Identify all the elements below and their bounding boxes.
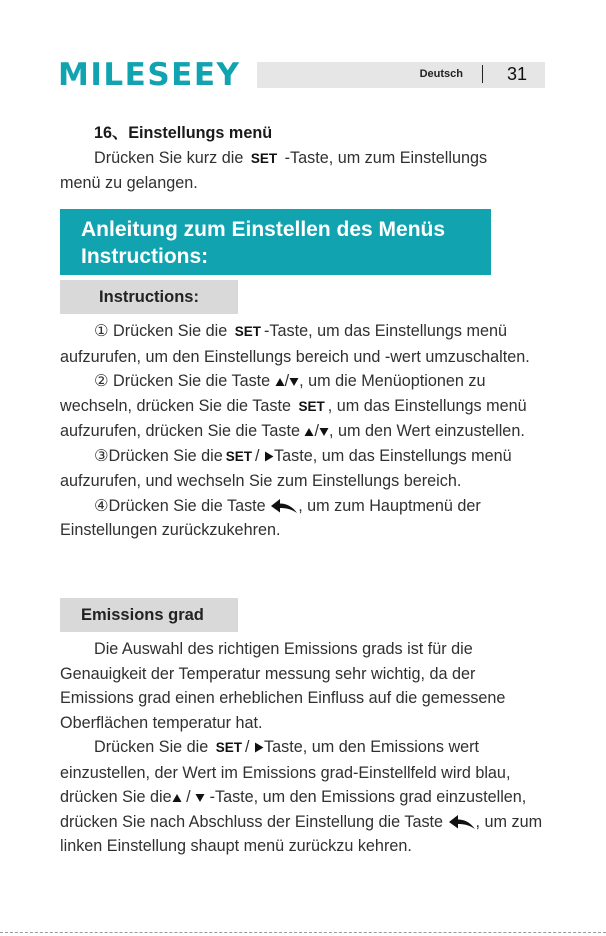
em2-text-d: , um zum linken Einstellung shaupt menü zurückzu kehren. [60, 812, 543, 855]
emissions-paragraph-2: Drücken Sie die SET / Taste, um den Emissions wert einzustellen, der Wert im Emissions grad-Einstellfeld wird blau, drücken Sie die / -Taste, um den Emissions grad einzustellen, drücken Sie nach Abschluss der Einstellung die Taste , um zum linken Einstellung shaupt menü zurückzu kehren. [60, 738, 543, 855]
set-key-label: SET [250, 150, 278, 166]
step1-text-b: -Taste, um das Einstellungs menü aufzurufen, um den Einstellungs bereich und -wert umzuschalten. [60, 322, 530, 366]
intro-text-b: -Taste, um zum Einstellungs [284, 148, 488, 167]
intro-text-a: Drücken Sie kurz die [94, 148, 244, 167]
up-triangle-icon [172, 793, 182, 803]
step2-text-a: ② Drücken Sie die Taste [94, 372, 271, 390]
page-number: 31 [506, 64, 527, 84]
intro-text-c: menü zu gelangen. [60, 174, 198, 192]
down-triangle-icon [195, 793, 205, 803]
emissions-subhead: Emissions grad [60, 598, 238, 632]
banner-line-1: Anleitung zum Einstellen des Menüs [81, 218, 446, 241]
step-4 [60, 494, 558, 543]
set-key-label: SET [234, 324, 262, 339]
emissions-section [60, 637, 548, 859]
right-triangle-icon [264, 451, 274, 462]
step3-text-b: Taste, um das Einstellungs menü aufzurufen, und wechseln Sie zum Einstellungs bereich. [60, 446, 512, 490]
down-triangle-icon [319, 427, 329, 437]
em2-text-a: Drücken Sie die [94, 738, 209, 756]
page-cut-line [0, 932, 606, 933]
emissions-paragraph-1: Die Auswahl des richtigen Emissions grads ist für die Genauigkeit der Temperatur messung sehr wichtig, da der Emissions grad einen erheblichen Einfluss auf die gemessene Oberflächen temperatur hat. [60, 640, 506, 732]
header-divider [482, 65, 483, 83]
instructions-banner [60, 209, 491, 275]
step2-text-d: , um den Wert einzustellen. [328, 422, 525, 440]
step3-text-a: ③Drücken Sie die [94, 446, 223, 465]
instructions-steps [60, 319, 558, 543]
step4-text-b: , um zum Hauptmenü der Einstellungen zurückzukehren. [60, 496, 481, 539]
back-arrow-icon [270, 498, 298, 514]
brand-logo: MILESEEY [58, 57, 241, 93]
step2-text-b: , um die Menüoptionen zu wechseln, drücken Sie die Taste [60, 372, 486, 415]
step4-text-a: ④Drücken Sie die Taste [94, 496, 266, 515]
intro-section [60, 121, 560, 196]
step-1 [60, 319, 558, 369]
intro-paragraph [60, 146, 560, 196]
set-key-label: SET [225, 448, 253, 464]
language-label: Deutsch [419, 68, 463, 80]
instructions-subhead: Instructions: [60, 280, 238, 314]
right-triangle-icon [254, 742, 264, 753]
step1-text-a: ① Drücken Sie die [94, 322, 228, 340]
back-arrow-icon [448, 814, 476, 830]
step2-text-c: , um das Einstellungs menü aufzurufen, drücken Sie die Taste [60, 396, 527, 440]
em2-text-b: Taste, um den Emissions wert einzustellen, der Wert im Emissions grad-Einstellfeld wird blau, drücken Sie die [60, 738, 511, 806]
down-triangle-icon [289, 377, 299, 387]
header-bar [257, 62, 545, 88]
set-key-label: SET [215, 740, 243, 755]
step-3: ③Drücken Sie die SET / Taste, um das Einstellungs menü aufzurufen, und wechseln Sie zum Einstellungs bereich. [60, 446, 512, 490]
set-key-label: SET [298, 398, 325, 414]
step-2: ② Drücken Sie die Taste / , um die Menüoptionen zu wechseln, drücken Sie die Taste SET , um das Einstellungs menü aufzurufen, drücken Sie die Taste / , um den Wert einzustellen. [60, 372, 527, 440]
em2-text-c: -Taste, um den Emissions grad einzustellen, drücken Sie nach Abschluss der Einstellung die Taste [60, 788, 527, 831]
up-triangle-icon [304, 427, 314, 437]
up-triangle-icon [275, 377, 285, 387]
section-heading: 16、Einstellungs menü [94, 124, 273, 142]
banner-line-2: Instructions: [81, 245, 209, 268]
